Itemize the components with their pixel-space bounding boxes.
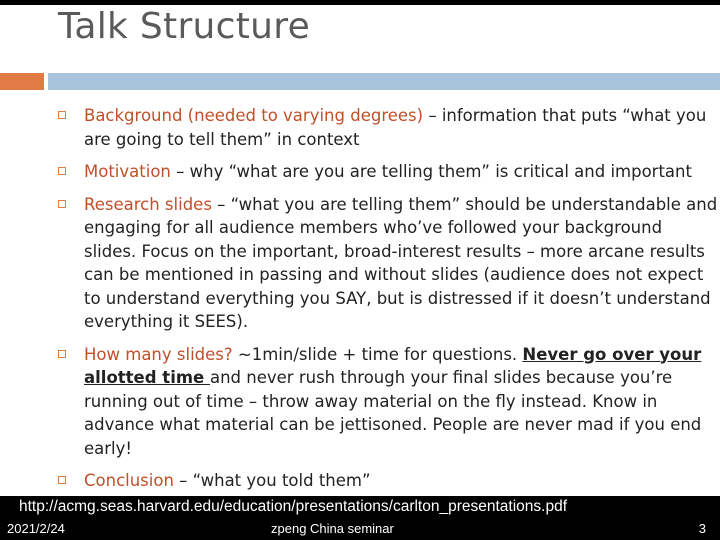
slide-footer	[0, 518, 720, 540]
bullet-motivation	[56, 160, 718, 184]
square-bullet-icon	[58, 476, 66, 484]
bullet-list	[56, 104, 718, 502]
top-border	[0, 0, 720, 5]
square-bullet-icon	[58, 111, 66, 119]
bullet-text: ~1min/slide + time for questions.	[232, 344, 523, 364]
slide-title: Talk Structure	[58, 6, 311, 47]
bullet-text-cont: and never rush through your final slides because you’re running out of time – throw away material on the fly instead. Know in advance what material can be jettisoned. People are never mad if you end early!	[84, 368, 702, 458]
bullet-emphasis: Never go over your allotted time	[84, 344, 702, 387]
footer-center-text: zpeng China seminar	[271, 521, 394, 536]
footer-date: 2021/2/24	[7, 521, 65, 536]
bullet-text: – “what you told them”	[173, 471, 371, 490]
square-bullet-icon	[58, 350, 66, 358]
source-url-bar	[0, 496, 720, 518]
accent-bar-orange	[0, 73, 44, 90]
slide-number: 3	[698, 521, 706, 536]
bullet-research-slides	[56, 193, 718, 334]
square-bullet-icon	[58, 200, 66, 208]
bullet-background	[56, 104, 718, 151]
square-bullet-icon	[58, 167, 66, 175]
bullet-lead: How many slides?	[84, 344, 233, 364]
bullet-lead: Motivation	[84, 162, 171, 181]
bullet-text: – information that puts “what you are going to tell them” in context	[84, 106, 707, 149]
bullet-how-many-slides	[56, 343, 718, 461]
bullet-text: – “what you are telling them” should be understandable and engaging for all audience members who’ve followed your background slides. Focus on the important, broad-interest results – more arcane results can be mentioned in passing and without slides (audience does not expect to understand everything you SAY, but is distressed if it doesn’t understand everything it SEES).	[84, 194, 718, 331]
bullet-lead: Research slides	[84, 194, 212, 214]
source-url: http://acmg.seas.harvard.edu/education/presentations/carlton_presentations.pdf	[19, 498, 568, 515]
bullet-text: – why “what are you are telling them” is critical and important	[170, 162, 692, 181]
bullet-lead: Background (needed to varying degrees)	[84, 106, 424, 125]
bullet-lead: Conclusion	[84, 471, 174, 490]
accent-bar-blue	[48, 73, 720, 90]
bullet-conclusion	[56, 469, 718, 493]
